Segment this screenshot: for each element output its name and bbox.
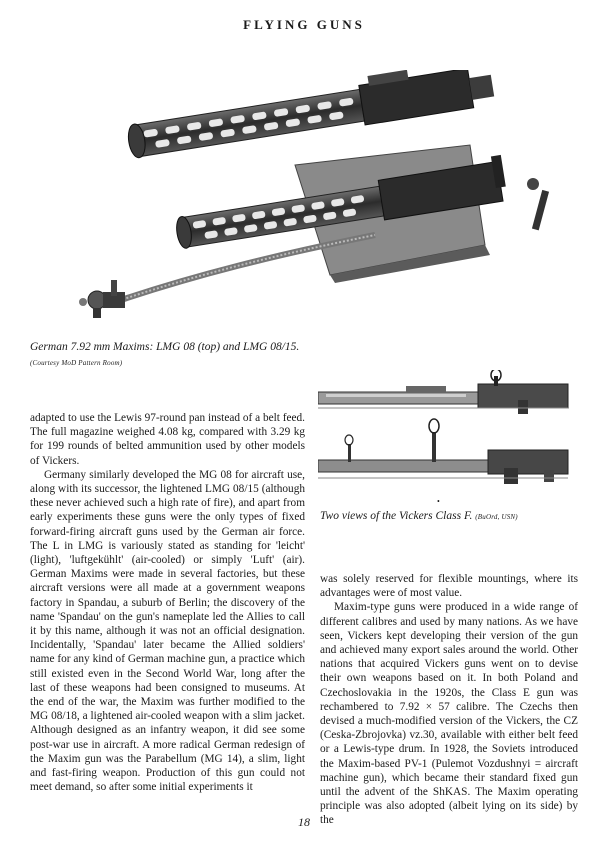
caption-text: German 7.92 mm Maxims: LMG 08 (top) and LMG 08/15. <box>30 341 300 353</box>
page-number: 18 <box>298 815 310 829</box>
vickers-class-f-photo <box>318 370 570 495</box>
caption-credit: (BuOrd, USN) <box>475 513 518 521</box>
caption-credit: (Courtesy MoD Pattern Room) <box>30 359 123 367</box>
running-header: FLYING GUNS <box>243 17 365 32</box>
paragraph: Maxim-type guns were produced in a wide range of different calibres and used by many nations. As we have seen, Vickers kept developing their version of the gun and achieved many export sales around the world. Other nations that acquired Vickers guns went on to devise their own weapons based on it. In both Poland and Czechoslovakia in the 1920s, the Class E gun was rechambered to 7.92 × 57 calibre. The Czechs then devised a much-modified version of the Vickers, the CZ (Ceska-Zbrojovka) vz.30, available with either belt feed or a Lewis-type drum. In 1928, the Soviets introduced the Maxim-based PV-1 (Pulemot Vozdushnyi = aircraft machine gun), which became their standard fixed gun until the advent of the ShKAS. The Maxim operating principle was also adopted (albeit lying on its side) by the <box>320 601 578 827</box>
maxim-guns-photo <box>45 70 555 335</box>
photo-caption-maxims <box>30 340 310 371</box>
paragraph: Germany similarly developed the MG 08 for aircraft use, along with its successor, the lightened LMG 08/15 (although these never achieved such a high rate of fire), and apart from early experiments these guns were the only types of fixed forward-firing aircraft guns used by the German air force. The L in LMG is variously stated as standing for 'leicht' (light), 'luftgekühlt' (air-cooled) or simply 'Luft' (air). German Maxims were made in several factories, but these aircraft versions were all made at a government weapons factory in Spandau, a suburb of Berlin; the discovery of the name 'Spandau' on the gun's nameplate led the Allies to call it by this name, although it was not an official designation. Incidentally, 'Spandau' later became the Allied soldiers' name for any kind of German machine gun, a practice which still existed even in the Second World War, long after the last of these weapons had been consigned to museums. At the end of the war, the Maxim was further modified to the MG 08/18, a lightened air-cooled weapon with a slim jacket. Although designed as an infantry weapon, it did see some post-war use in aircraft. A more radical German redesign of the Maxim gun was the Parabellum (MG 14), a slim, light and fast-firing weapon. Production of this gun could not meet demand, so after some initial experiments it <box>30 468 305 794</box>
paragraph: was solely reserved for flexible mountings, where its advantages were of most value. <box>320 573 578 600</box>
photo-caption-vickers <box>320 509 590 525</box>
paragraph: adapted to use the Lewis 97-round pan instead of a belt feed. The full magazine weighed 4.08 kg, compared with 3.29 kg for 199 rounds of belted ammunition used by other models of Vickers. <box>30 412 305 467</box>
stray-mark: • <box>437 497 440 506</box>
right-column <box>320 572 578 828</box>
caption-text: Two views of the Vickers Class F. <box>320 510 473 522</box>
left-column <box>30 411 305 794</box>
